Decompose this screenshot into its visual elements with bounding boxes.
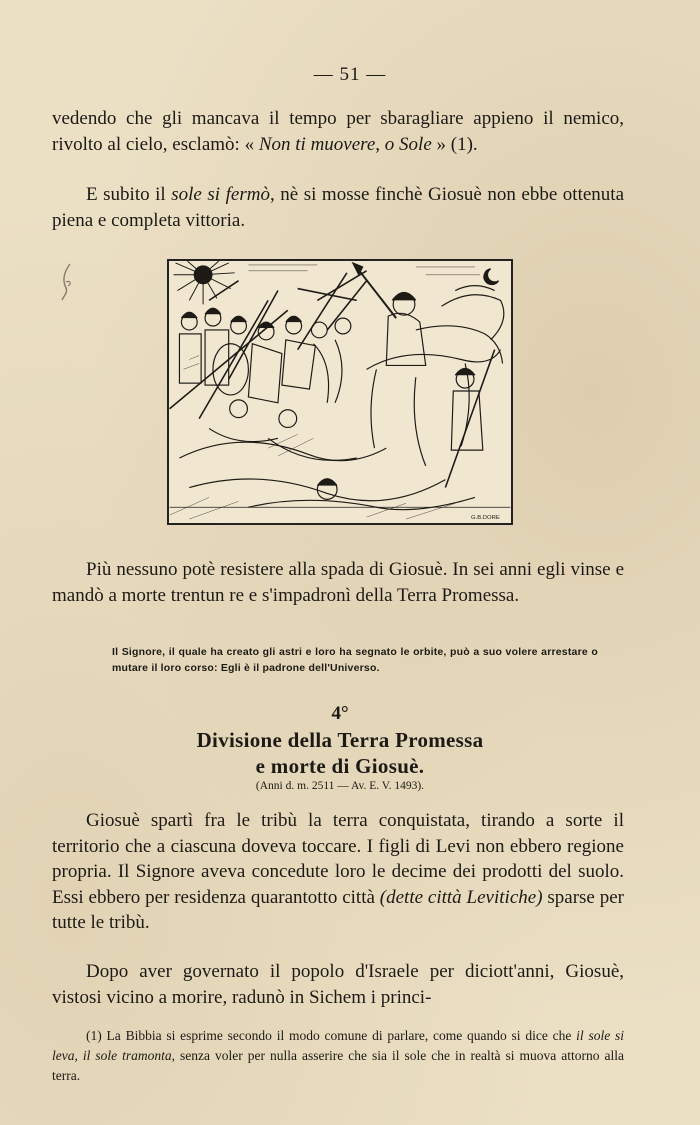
paragraph-top-line2-italic: Non ti muovere, o — [258, 133, 395, 155]
section-title-line2: e morte di Giosuè. — [255, 754, 425, 778]
section-number: 4° — [331, 703, 349, 724]
paragraph-division-italic: (dette città Levitiche) — [379, 886, 543, 908]
section-dates: (Anni d. m. 2511 — Av. E. V. 1493). — [255, 780, 425, 792]
paragraph-division — [52, 808, 624, 936]
footnote-mid: , — [74, 1048, 83, 1063]
bold-note: Il Signore, il quale ha creato gli astri e loro ha segnato le orbite, può a suo volere arrestare o mutare il loro corso: Egli è il padrone dell'Universo. — [112, 646, 598, 674]
paragraph-sun-end: , nè si mosse finchè Giosuè non ebbe ottenuta piena e completa vittoria. — [52, 184, 625, 231]
paragraph-top — [52, 106, 624, 157]
paragraph-sun-italic: sole si fermò — [171, 184, 270, 205]
paragraph-top-line2-start: il nemico, rivolto al cielo, esclamò: « — [52, 108, 625, 155]
pencil-mark-icon — [58, 262, 78, 302]
paragraph-top-line1: vedendo che gli mancava il tempo per sbaragliare appieno — [52, 108, 534, 129]
engraver-signature: G.B.DORE — [471, 515, 500, 522]
paragraph-top-line3-italic: Sole — [399, 133, 432, 155]
paragraph-conquest: Più nessuno potè resistere alla spada di Giosuè. In sei anni egli vinse e mandò a morte trentun re e s'impadronì della Terra Promessa. — [52, 559, 624, 606]
section-title-line1: Divisione della Terra Promessa — [196, 728, 484, 752]
page-number: — 51 — — [313, 64, 387, 85]
paragraph-division-start: Giosuè spartì fra le tribù la terra conquistata, tirando a sorte il territorio che a ciascuna doveva toccare. I figli di Levi non ebbero regione propria. Il Signore aveva concedute loro le decime dei prodotti del suolo. Essi ebbero per residenza quarantotto città — [52, 810, 624, 908]
battle-illustration — [167, 259, 513, 525]
paragraph-division-end: sparse per tutte le tribù. — [52, 886, 624, 933]
footnote — [52, 1026, 624, 1086]
footnote-italic-set: il sole tramonta — [82, 1048, 172, 1063]
battle-engraving-icon — [169, 261, 511, 523]
footnote-italic-rise: il sole si leva — [52, 1028, 624, 1063]
paragraph-sun-start: E subito il — [86, 184, 172, 205]
footnote-end: , senza voler per nulla asserire che sia il sole che in realtà si muova attorno alla terra. — [52, 1048, 624, 1083]
paragraph-sun-stopped — [52, 182, 624, 233]
paragraph-death: Dopo aver governato il popolo d'Israele per diciott'anni, Giosuè, vistosi vicino a morire, radunò in Sichem i princi- — [52, 961, 624, 1008]
footnote-start: (1) La Bibbia si esprime secondo il modo comune di parlare, come quando si dice che — [86, 1028, 577, 1043]
paragraph-top-line3-end: » (1). — [431, 133, 478, 155]
